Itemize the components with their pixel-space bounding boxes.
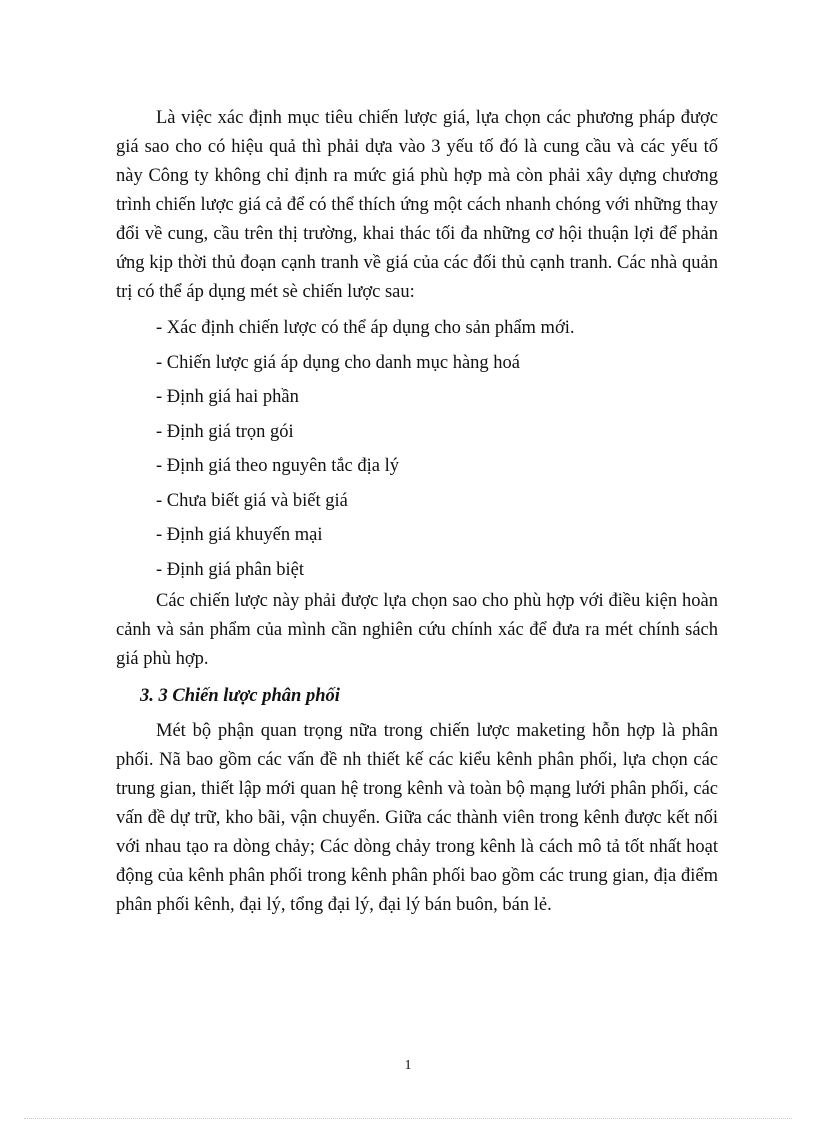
intro-paragraph: Là việc xác định mục tiêu chiến lược giá, lựa chọn các phương pháp được giá sao cho có hiệu quả thì phải dựa vào 3 yếu tố đó là cung cầu và các yếu tố này Công ty không chỉ định ra mức giá phù hợp mà còn phải xây dựng chương trình chiến lược giá cả để có thể thích ứng một cách nhanh chóng với những thay đổi về cung, cầu trên thị trường, khai thác tối đa những cơ hội thuận lợi để phản ứng kịp thời thủ đoạn cạnh tranh về giá của các đối thủ cạnh tranh. Các nhà quản trị có thể áp dụng mét sè chiến lược sau: xyxy=(116,108,718,302)
list-item: - Xác định chiến lược có thể áp dụng cho sản phẩm mới. xyxy=(156,318,575,338)
list-item: - Định giá hai phần xyxy=(156,387,299,407)
distribution-paragraph: Mét bộ phận quan trọng nữa trong chiến lược maketing hỗn hợp là phân phối. Nã bao gồm các vấn đề nh thiết kế các kiểu kênh phân phối, lựa chọn các trung gian, thiết lập mới quan hệ trong kênh và toàn bộ mạng lưới phân phối, các vấn đề dự trữ, kho bãi, vận chuyển. Giữa các thành viên trong kênh được kết nối với nhau tạo ra dòng chảy; Các dòng chảy trong kênh là cách mô tả tốt nhất hoạt động của kênh phân phối trong kênh phân phối bao gồm các trung gian, địa điểm phân phối kênh, đại lý, tổng đại lý, đại lý bán buôn, bán lẻ. xyxy=(116,721,718,915)
list-item: - Chưa biết giá và biết giá xyxy=(156,490,348,511)
list-item: - Định giá khuyến mại xyxy=(156,525,323,545)
page-number: 1 xyxy=(404,1058,412,1073)
document-body xyxy=(116,104,718,920)
list-item: - Định giá phân biệt xyxy=(156,559,304,580)
list-item: - Định giá theo nguyên tắc địa lý xyxy=(156,456,400,476)
list-item: - Chiến lược giá áp dụng cho danh mục hàng hoá xyxy=(156,352,521,373)
page-bottom-rule xyxy=(24,1118,792,1119)
summary-paragraph: Các chiến lược này phải được lựa chọn sao cho phù hợp với điều kiện hoàn cảnh và sản phẩm của mình cần nghiên cứu chính xác để đưa ra mét chính sách giá phù hợp. xyxy=(116,591,718,669)
strategy-list xyxy=(116,311,718,587)
list-item: - Định giá trọn gói xyxy=(156,421,294,442)
section-heading: 3. 3 Chiến lược phân phối xyxy=(140,686,340,706)
